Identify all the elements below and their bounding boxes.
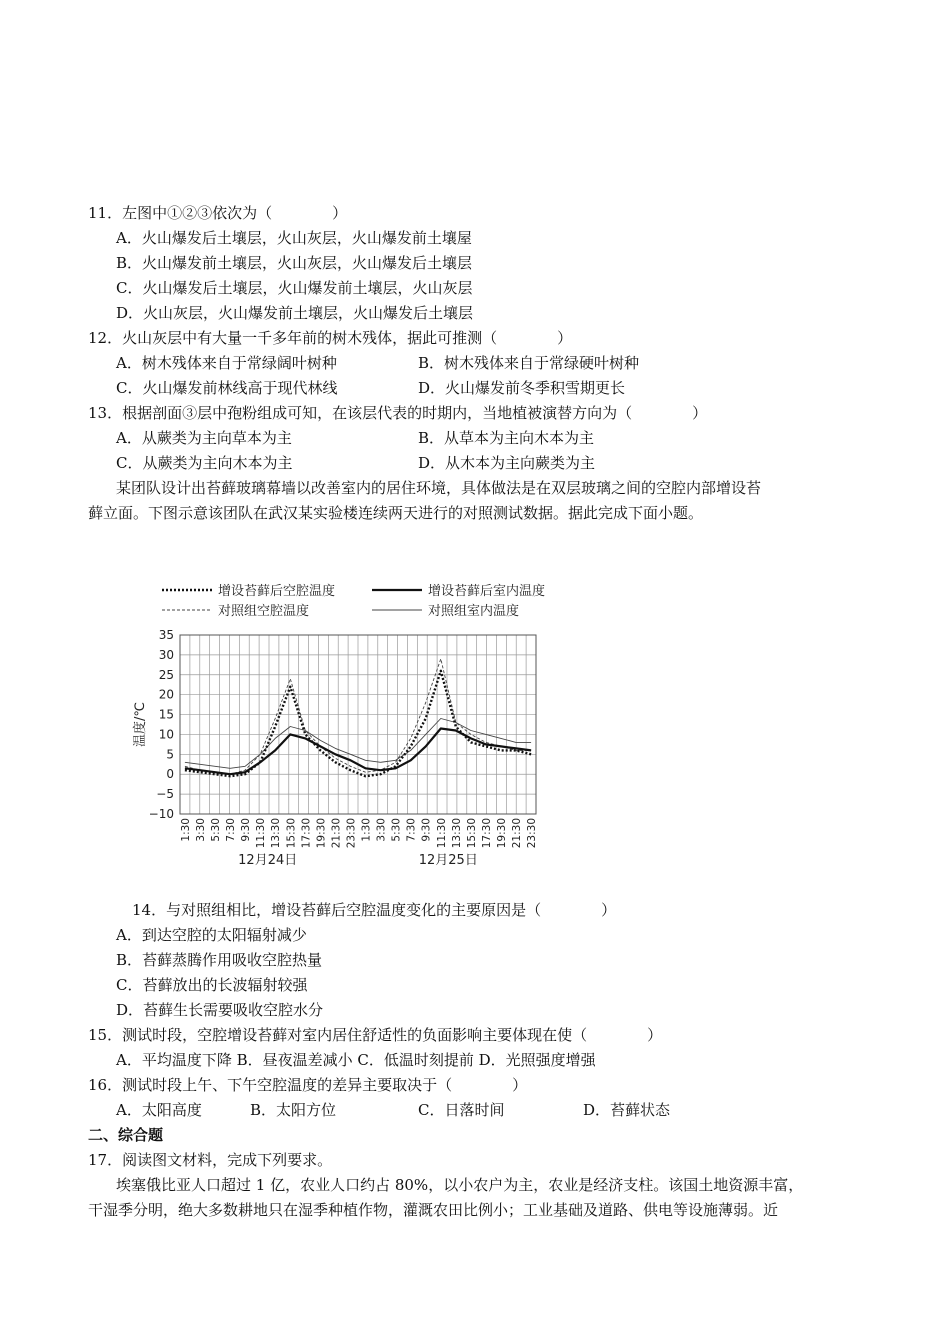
x-tick-label: 13:30 <box>270 818 283 849</box>
question-11-stem: 11．左图中①②③依次为（ ） <box>88 204 348 222</box>
x-tick-label: 7:30 <box>405 818 418 842</box>
x-tick-label: 5:30 <box>210 818 223 842</box>
y-tick-label: 25 <box>158 667 174 682</box>
q17-paragraph-line1: 埃塞俄比亚人口超过 1 亿，农业人口约占 80%，以小农户为主，农业是经济支柱。该国土地资源丰富， <box>116 1176 804 1194</box>
q14-option-a: A．到达空腔的太阳辐射减少 <box>116 926 307 944</box>
legend-label: 增设苔藓后空腔温度 <box>218 584 336 599</box>
y-tick-label: 0 <box>166 767 174 782</box>
x-tick-label: 23:30 <box>345 818 358 849</box>
q16-option-b: B．太阳方位 <box>250 1101 337 1119</box>
q13-option-c: C．从蕨类为主向木本为主 <box>116 454 293 472</box>
legend-label: 增设苔藓后室内温度 <box>428 584 546 599</box>
q14-option-b: B．苔藓蒸腾作用吸收空腔热量 <box>116 951 323 969</box>
x-tick-label: 3:30 <box>375 818 388 842</box>
question-16-stem: 16．测试时段上午、下午空腔温度的差异主要取决于（ ） <box>88 1076 528 1094</box>
q13-option-b: B．从草本为主向木本为主 <box>418 429 595 447</box>
q11-option-c: C．火山爆发后土壤层，火山爆发前土壤层，火山灰层 <box>116 279 473 297</box>
x-tick-label: 21:30 <box>511 818 524 849</box>
x-tick-label: 15:30 <box>465 818 478 849</box>
x-tick-label: 5:30 <box>390 818 403 842</box>
y-axis-label: 温度/℃ <box>133 702 148 747</box>
q12-option-a: A．树木残体来自于常绿阔叶树种 <box>116 354 337 372</box>
q12-option-c: C．火山爆发前林线高于现代林线 <box>116 379 338 397</box>
day-label: 12月25日 <box>418 853 478 868</box>
q14-option-c: C．苔藓放出的长波辐射较强 <box>116 976 308 994</box>
q13-option-d: D．从木本为主向蕨类为主 <box>418 454 596 472</box>
q16-option-d: D．苔藓状态 <box>583 1101 671 1119</box>
x-tick-label: 17:30 <box>480 818 493 849</box>
x-tick-label: 19:30 <box>315 818 328 849</box>
y-tick-label: 30 <box>158 647 174 662</box>
x-tick-label: 9:30 <box>420 818 433 842</box>
y-tick-label: 15 <box>158 707 174 722</box>
q11-option-b: B．火山爆发前土壤层，火山灰层，火山爆发后土壤层 <box>116 254 473 272</box>
day-label: 12月24日 <box>238 853 298 868</box>
x-tick-label: 19:30 <box>495 818 508 849</box>
intro-paragraph-line1: 某团队设计出苔藓玻璃幕墙以改善室内的居住环境，具体做法是在双层玻璃之间的空腔内部增设苔 <box>116 479 762 497</box>
q16-option-a: A．太阳高度 <box>116 1101 202 1119</box>
x-tick-label: 23:30 <box>526 818 539 849</box>
x-tick-label: 9:30 <box>240 818 253 842</box>
q11-option-a: A．火山爆发后土壤层，火山灰层，火山爆发前土壤屋 <box>116 229 472 247</box>
x-tick-label: 15:30 <box>285 818 298 849</box>
question-12-stem: 12．火山灰层中有大量一千多年前的树木残体，据此可推测（ ） <box>88 329 573 347</box>
y-tick-label: −10 <box>148 807 174 821</box>
y-tick-label: 20 <box>158 687 174 702</box>
temperature-line-chart <box>120 580 590 875</box>
x-tick-label: 3:30 <box>194 818 207 842</box>
q13-option-a: A．从蕨类为主向草本为主 <box>116 429 292 447</box>
x-tick-label: 11:30 <box>255 818 268 849</box>
y-tick-label: 10 <box>158 727 174 742</box>
q16-option-c: C．日落时间 <box>418 1101 505 1119</box>
intro-paragraph-line2: 藓立面。下图示意该团队在武汉某实验楼连续两天进行的对照测试数据。据此完成下面小题。 <box>88 504 704 522</box>
x-tick-label: 21:30 <box>330 818 343 849</box>
question-13-stem: 13．根据剖面③层中孢粉组成可知，在该层代表的时期内，当地植被演替方向为（ ） <box>88 404 708 422</box>
question-14-stem: 14．与对照组相比，增设苔藓后空腔温度变化的主要原因是（ ） <box>132 901 617 919</box>
legend-label: 对照组室内温度 <box>428 604 520 619</box>
q14-option-d: D．苔藓生长需要吸收空腔水分 <box>116 1001 324 1019</box>
x-tick-label: 17:30 <box>300 818 313 849</box>
q12-option-b: B．树木残体来自于常绿硬叶树种 <box>418 354 640 372</box>
x-tick-label: 7:30 <box>225 818 238 842</box>
y-tick-label: 5 <box>166 747 174 762</box>
x-tick-label: 1:30 <box>179 818 192 842</box>
question-15-stem: 15．测试时段，空腔增设苔藓对室内居住舒适性的负面影响主要体现在使（ ） <box>88 1026 663 1044</box>
x-tick-label: 1:30 <box>360 818 373 842</box>
legend-label: 对照组空腔温度 <box>218 604 310 619</box>
q17-paragraph-line2: 干湿季分明，绝大多数耕地只在湿季种植作物，灌溉农田比例小；工业基础及道路、供电等设施薄弱。近 <box>88 1201 779 1219</box>
q15-options: A．平均温度下降 B．昼夜温差减小 C．低温时刻提前 D．光照强度增强 <box>116 1051 596 1069</box>
y-tick-label: 35 <box>158 628 174 642</box>
x-tick-label: 13:30 <box>450 818 463 849</box>
y-tick-label: −5 <box>156 787 174 802</box>
question-17-stem: 17．阅读图文材料，完成下列要求。 <box>88 1151 333 1169</box>
x-tick-label: 11:30 <box>435 818 448 849</box>
q11-option-d: D．火山灰层，火山爆发前土壤层，火山爆发后土壤层 <box>116 304 474 322</box>
section-title: 二、综合题 <box>88 1126 164 1144</box>
q12-option-d: D．火山爆发前冬季积雪期更长 <box>418 379 626 397</box>
